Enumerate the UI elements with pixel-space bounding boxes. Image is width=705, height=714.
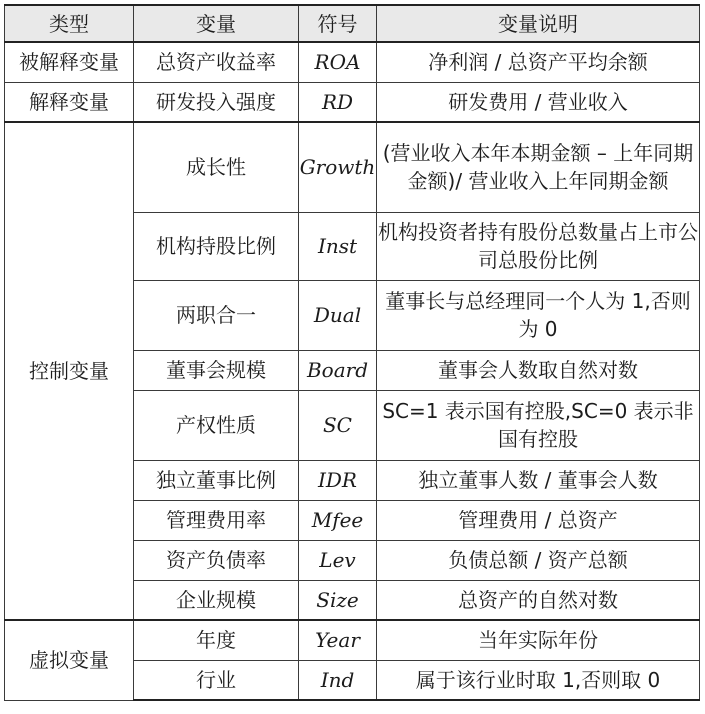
variable-cell: 总资产收益率 [134,42,299,82]
variable-definition-table [4,4,700,701]
description-cell: 董事会人数取自然对数 [377,350,700,390]
table-row [5,620,700,660]
description-cell: 机构投资者持有股份总数量占上市公司总股份比例 [377,212,700,280]
header-symbol: 符号 [299,5,377,42]
variable-cell: 董事会规模 [134,350,299,390]
header-type: 类型 [5,5,134,42]
type-cell: 虚拟变量 [5,620,134,700]
variable-cell: 机构持股比例 [134,212,299,280]
description-cell: 净利润 / 总资产平均余额 [377,42,700,82]
variable-cell: 年度 [134,620,299,660]
description-cell: 董事长与总经理同一个人为 1,否则为 0 [377,280,700,350]
table-row [5,82,700,122]
variable-cell: 产权性质 [134,390,299,460]
description-cell: SC=1 表示国有控股,SC=0 表示非国有控股 [377,390,700,460]
symbol-cell: Ind [299,660,377,700]
symbol-cell: ROA [299,42,377,82]
description-cell: 独立董事人数 / 董事会人数 [377,460,700,500]
variable-cell: 独立董事比例 [134,460,299,500]
symbol-cell: RD [299,82,377,122]
symbol-cell: Size [299,580,377,620]
variable-cell: 两职合一 [134,280,299,350]
type-cell: 解释变量 [5,82,134,122]
description-cell: 管理费用 / 总资产 [377,500,700,540]
variable-cell: 研发投入强度 [134,82,299,122]
header-description: 变量说明 [377,5,700,42]
variable-cell: 行业 [134,660,299,700]
description-cell: 研发费用 / 营业收入 [377,82,700,122]
header-variable: 变量 [134,5,299,42]
type-cell: 控制变量 [5,122,134,620]
symbol-cell: Mfee [299,500,377,540]
variable-cell: 管理费用率 [134,500,299,540]
symbol-cell: SC [299,390,377,460]
symbol-cell: Inst [299,212,377,280]
type-cell: 被解释变量 [5,42,134,82]
description-cell: 负债总额 / 资产总额 [377,540,700,580]
symbol-cell: Growth [299,122,377,212]
symbol-cell: Dual [299,280,377,350]
header-row [5,5,700,42]
symbol-cell: Board [299,350,377,390]
description-cell: 属于该行业时取 1,否则取 0 [377,660,700,700]
variable-cell: 资产负债率 [134,540,299,580]
symbol-cell: Year [299,620,377,660]
table-row [5,42,700,82]
symbol-cell: Lev [299,540,377,580]
table-row [5,122,700,212]
description-cell: (营业收入本年本期金额 – 上年同期金额)/ 营业收入上年同期金额 [377,122,700,212]
symbol-cell: IDR [299,460,377,500]
variable-cell: 企业规模 [134,580,299,620]
description-cell: 总资产的自然对数 [377,580,700,620]
description-cell: 当年实际年份 [377,620,700,660]
variable-cell: 成长性 [134,122,299,212]
